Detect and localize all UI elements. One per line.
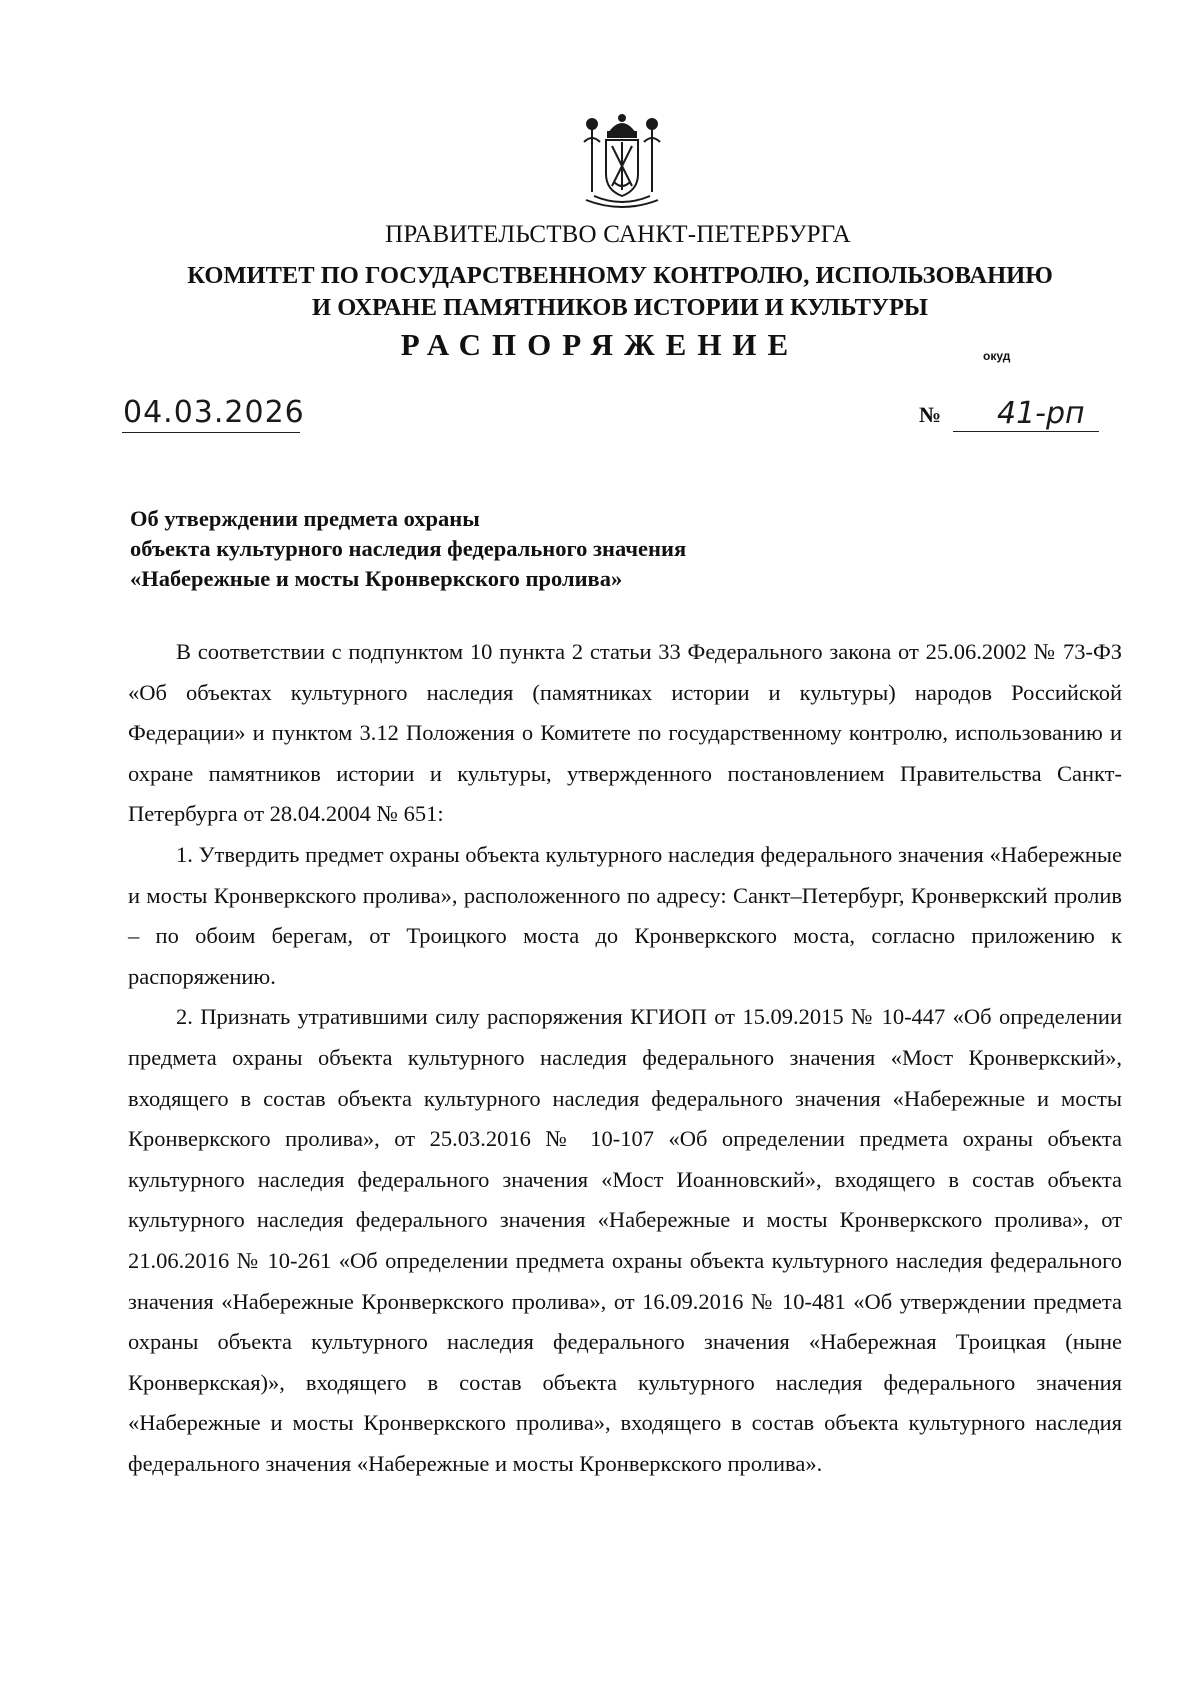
document-number: 41-рп [997, 396, 1085, 431]
document-number-field [919, 392, 1099, 432]
document-body [128, 632, 1122, 1484]
document-date-field [122, 392, 305, 433]
subject-line-1: Об утверждении предмета охраны [130, 506, 480, 531]
number-underline [953, 431, 1099, 432]
number-sign: № [919, 402, 942, 427]
subject-line-2: объекта культурного наследия федерального значения [130, 536, 687, 561]
committee-line-2: И ОХРАНЕ ПАМЯТНИКОВ ИСТОРИИ И КУЛЬТУРЫ [312, 294, 928, 321]
government-title: ПРАВИТЕЛЬСТВО САНКТ-ПЕТЕРБУРГА [385, 221, 851, 248]
body-item-2: 2. Признать утратившими силу распоряжения КГИОП от 15.09.2015 № 10-447 «Об определении предмета охраны объекта культурного наследия федерального значения «Мост Кронверкский», входящего в состав объекта культурного наследия федерального значения «Набережные и мосты Кронверкского пролива», от 25.03.2016 № 10-107 «Об определении предмета охраны объекта культурного наследия федерального значения «Мост Иоанновский», входящего в состав объекта культурного наследия федерального значения «Набережные и мосты Кронверкского пролива», от 21.06.2016 № 10-261 «Об определении предмета охраны объекта культурного наследия федерального значения «Набережные Кронверкского пролива», от 16.09.2016 № 10-481 «Об утверждении предмета охраны объекта культурного наследия федерального значения «Набережная Троицкая (ныне Кронверкская)», входящего в состав объекта культурного наследия федерального значения «Набережные и мосты Кронверкского пролива», входящего в состав объекта культурного наследия федерального значения «Набережные и мосты Кронверкского пролива». [128, 1004, 1122, 1476]
body-item-1: 1. Утвердить предмет охраны объекта культурного наследия федерального значения «Набережные и мосты Кронверкского пролива», расположенного по адресу: Санкт–Петербург, Кронверкский пролив – по обоим берегам, от Троицкого моста до Кронверкского моста, согласно приложению к распоряжению. [128, 841, 1122, 989]
okud-label: окуд [983, 349, 1011, 363]
document-subject [130, 504, 686, 594]
document-date: 04.03.2026 [123, 395, 305, 430]
committee-line-1: КОМИТЕТ ПО ГОСУДАРСТВЕННОМУ КОНТРОЛЮ, ИСПОЛЬЗОВАНИЮ [187, 262, 1053, 289]
committee-title [0, 260, 1200, 324]
subject-line-3: «Набережные и мосты Кронверкского пролива» [130, 566, 623, 591]
body-preamble: В соответствии с подпунктом 10 пункта 2 статьи 33 Федерального закона от 25.06.2002 № 73-ФЗ «Об объектах культурного наследия (памятниках истории и культуры) народов Российской Федерации» и пунктом 3.12 Положения о Комитете по государственному контролю, использованию и охране памятников истории и культуры, утвержденного постановлением Правительства Санкт-Петербурга от 28.04.2004 № 651: [128, 639, 1122, 827]
coat-of-arms-icon [576, 112, 668, 214]
document-type: РАСПОРЯЖЕНИЕ [400, 327, 800, 362]
